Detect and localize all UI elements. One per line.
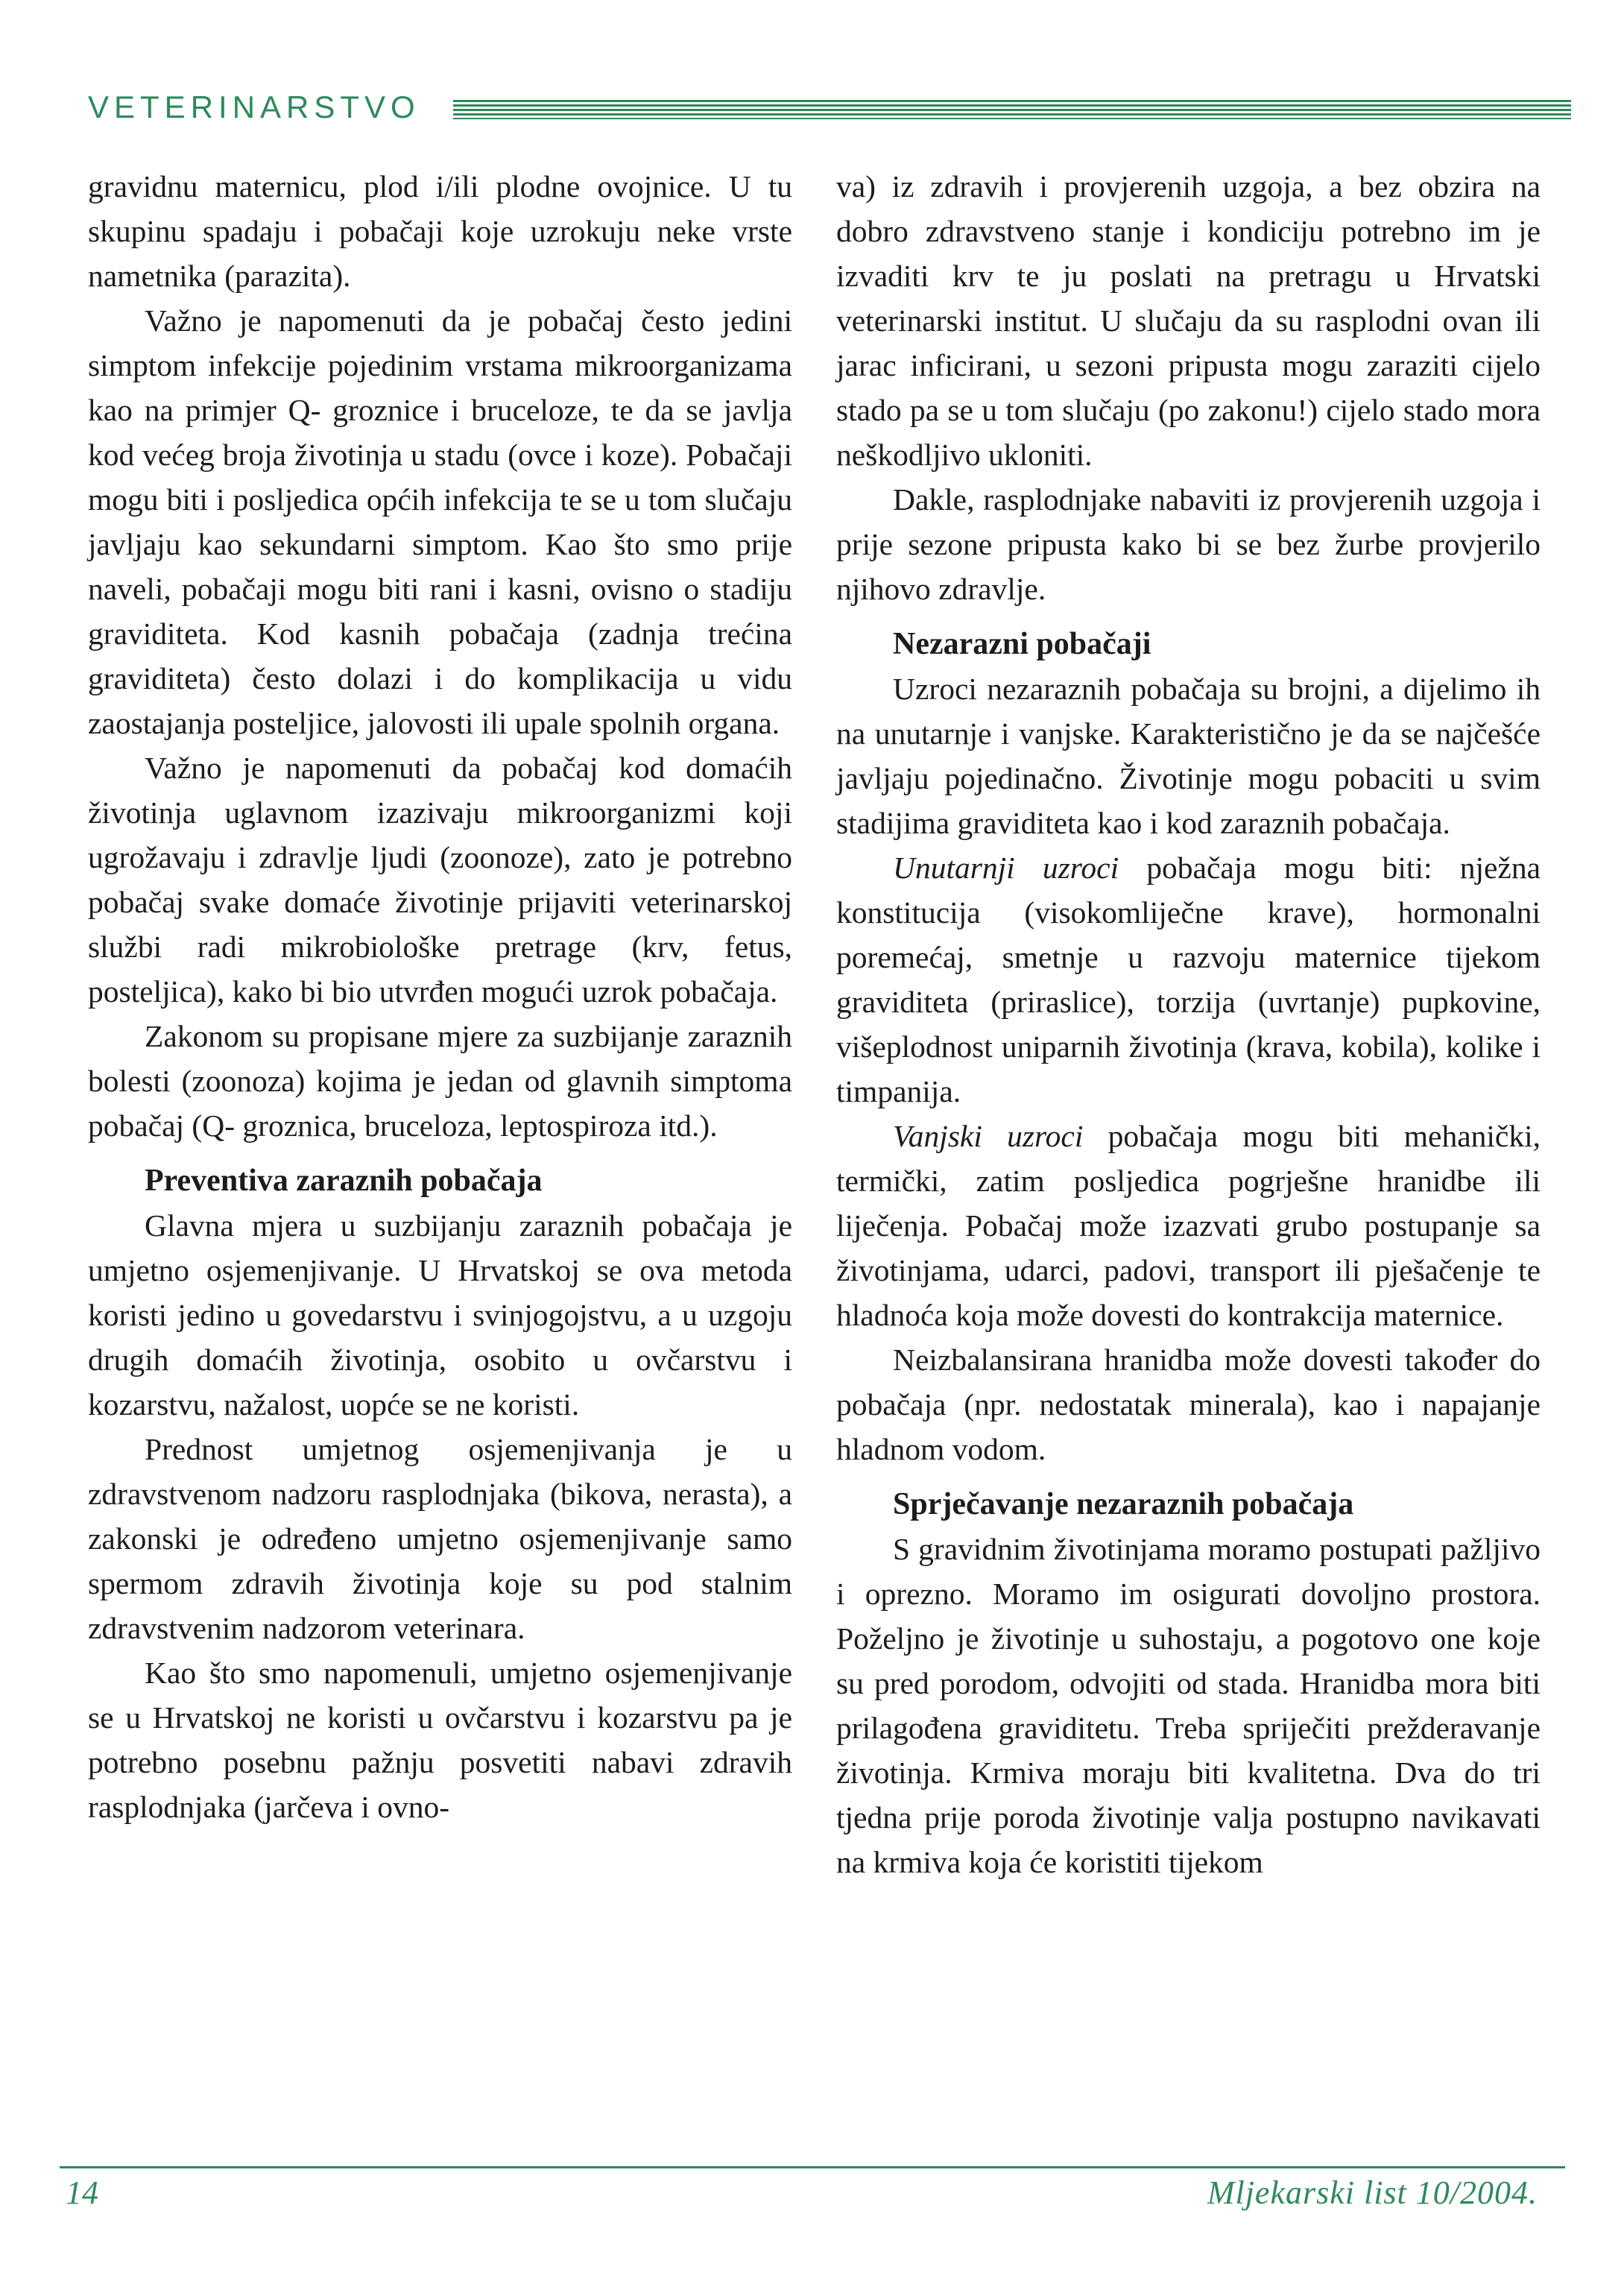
footer-rule	[60, 2166, 1565, 2168]
paragraph: Dakle, rasplodnjake nabaviti iz provjerenih uzgoja i prije sezone pripusta kako bi se bez žurbe provjerilo njihovo zdravlje.	[836, 482, 1541, 606]
paragraph: S gravidnim životinjama moramo postupati pažljivo i oprezno. Moramo im osigurati dovoljno prostora. Poželjno je životinje u suhostaju, a pogotovo one koje su pred porodom, odvojiti od stada. Hranidba mora biti prilagođena graviditetu. Treba spriječiti prežderavanje životinja. Krmiva moraju biti kvalitetna. Dva do tri tjedna prije poroda životinje valja postupno navikavati na krmiva koja će koristiti tijekom	[836, 1532, 1541, 1879]
page-number: 14	[66, 2174, 98, 2211]
right-column	[836, 164, 1541, 1884]
paragraph: Prednost umjetnog osjemenjivanja je u zdravstvenom nadzoru rasplodnjaka (bikova, nerasta), a zakonski je određeno umjetno osjemenjivanje samo spermom zdravih životinja koje su pod stalnim zdravstvenim nadzorom veterinara.	[88, 1432, 792, 1645]
paragraph: Uzroci nezaraznih pobačaja su brojni, a dijelimo ih na unutarnje i vanjske. Karakteristično je da se najčešće javljaju pojedinačno. Životinje mogu pobaciti u svim stadijima graviditeta kao i kod zaraznih pobačaja.	[836, 672, 1541, 840]
paragraph: va) iz zdravih i provjerenih uzgoja, a bez obzira na dobro zdravstveno stanje i kondiciju potrebno im je izvaditi krv te ju poslati na pretragu u Hrvatski veterinarski institut. U slučaju da su rasplodni ovan ili jarac inficirani, u sezoni pripusta mogu zaraziti cijelo stado pa se u tom slučaju (po zakonu!) cijelo stado mora neškodljivo ukloniti.	[836, 169, 1541, 472]
paragraph: Kao što smo napomenuli, umjetno osjemenjivanje se u Hrvatskoj ne koristi u ovčarstvu i kozarstvu pa je potrebno posebnu pažnju posvetiti nabavi zdravih rasplodnjaka (jarčeva i ovno-	[88, 1656, 792, 1824]
section-label: VETERINARSTVO	[88, 89, 420, 124]
journal-name: Mljekarski list 10/2004.	[1207, 2174, 1538, 2211]
emphasis-term: Vanjski uzroci	[893, 1119, 1084, 1153]
section-heading: Preventiva zaraznih pobačaja	[145, 1164, 543, 1198]
paragraph: Neizbalansirana hranidba može dovesti također do pobačaja (npr. nedostatak minerala), kao i napajanje hladnom vodom.	[836, 1342, 1541, 1466]
paragraph: gravidnu maternicu, plod i/ili plodne ovojnice. U tu skupinu spadaju i pobačaji koje uzrokuju neke vrste nametnika (parazita).	[88, 169, 792, 293]
paragraph: Važno je napomenuti da je pobačaj često jedini simptom infekcije pojedinim vrstama mikroorganizama kao na primjer Q- groznice i bruceloze, te da se javlja kod većeg broja životinja u stadu (ovce i koze). Pobačaji mogu biti i posljedica općih infekcija te se u tom slučaju javljaju kao sekundarni simptom. Kao što smo prije naveli, pobačaji mogu biti rani i kasni, ovisno o stadiju graviditeta. Kod kasnih pobačaja (zadnja trećina graviditeta) često dolazi i do komplikacija u vidu zaostajanja posteljice, jalovosti ili upale spolnih organa.	[88, 303, 792, 740]
emphasis-term: Unutarnji uzroci	[893, 851, 1119, 885]
paragraph	[836, 845, 1541, 1114]
section-heading: Nezarazni pobačaji	[893, 627, 1151, 661]
paragraph: Važno je napomenuti da pobačaj kod domaćih životinja uglavnom izazivaju mikroorganizmi koji ugrožavaju i zdravlje ljudi (zoonoze), zato je potrebno pobačaj svake domaće životinje prijaviti veterinarskoj službi radi mikrobiološke pretrage (krv, fetus, posteljica), kako bi bio utvrđen mogući uzrok pobačaja.	[88, 751, 792, 1009]
paragraph	[836, 1114, 1541, 1337]
paragraph-text: pobačaja mogu biti mehanički, termički, zatim posljedica pogrješne hranidbe ili liječenja. Pobačaj može izazvati grubo postupanje sa životinjama, udarci, padovi, transport ili pješačenje te hladnoća koja može dovesti do kontrakcija maternice.	[836, 1119, 1541, 1332]
header-rule	[453, 100, 1571, 119]
page-header	[88, 81, 1571, 133]
paragraph: Glavna mjera u suzbijanju zaraznih pobačaja je umjetno osjemenjivanje. U Hrvatskoj se ova metoda koristi jedino u govedarstvu i svinjogojstvu, a u uzgoju drugih domaćih životinja, osobito u ovčarstvu i kozarstvu, nažalost, uopće se ne koristi.	[88, 1208, 792, 1422]
paragraph-text: pobačaja mogu biti: nježna konstitucija (visokomliječne krave), hormonalni poremećaj, smetnje u razvoju maternice tijekom graviditeta (priraslice), torzija (uvrtanje) pupkovine, višeplodnost uniparnih životinja (krava, kobila), kolike i timpanija.	[836, 851, 1541, 1108]
paragraph: Zakonom su propisane mjere za suzbijanje zaraznih bolesti (zoonoza) kojima je jedan od glavnih simptoma pobačaj (Q- groznica, bruceloza, leptospiroza itd.).	[88, 1019, 792, 1143]
section-heading: Sprječavanje nezaraznih pobačaja	[893, 1487, 1354, 1521]
left-column	[88, 164, 792, 1829]
